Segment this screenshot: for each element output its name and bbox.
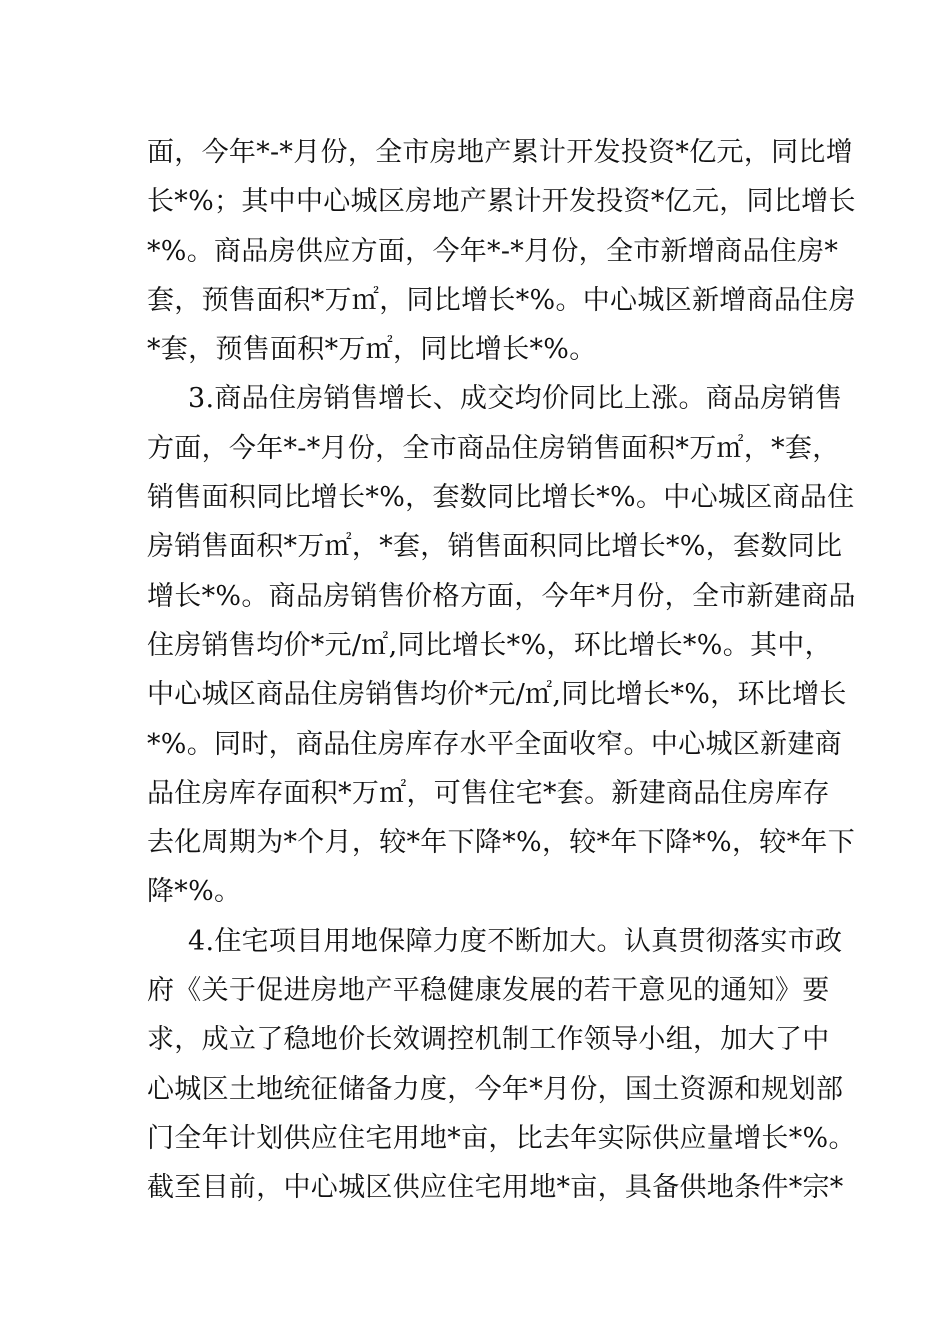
text-line: 中心城区商品住房销售均价*元/㎡,同比增长*%，环比增长 [147, 679, 847, 711]
text-line: 降*%。 [147, 876, 242, 908]
text-line: 方面，今年*-*月份，全市商品住房销售面积*万㎡，*套， [147, 432, 840, 464]
text-line: 门全年计划供应住宅用地*亩，比去年实际供应量增长*%。 [147, 1122, 856, 1154]
text-line: 销售面积同比增长*%，套数同比增长*%。中心城区商品住 [147, 482, 855, 514]
text-line: 增长*%。商品房销售价格方面，今年*月份，全市新建商品 [147, 580, 856, 612]
text-line: 品住房库存面积*万㎡，可售住宅*套。新建商品住房库存 [147, 777, 830, 809]
text-line: 房销售面积*万㎡，*套，销售面积同比增长*%，套数同比 [147, 531, 843, 563]
text-line: *%。商品房供应方面，今年*-*月份，全市新增商品住房* [147, 235, 839, 267]
text-line: 心城区土地统征储备力度，今年*月份，国土资源和规划部 [147, 1073, 844, 1105]
text-line: 求，成立了稳地价长效调控机制工作领导小组，加大了中 [147, 1024, 830, 1056]
text-line: *%。同时，商品住房库存水平全面收窄。中心城区新建商 [147, 728, 842, 760]
paragraph-heading-3: 3.商品住房销售增长、成交均价同比上涨。商品房销售 [188, 383, 843, 415]
text-line: 长*%；其中中心城区房地产累计开发投资*亿元，同比增长 [147, 186, 856, 218]
text-line: 面，今年*-*月份，全市房地产累计开发投资*亿元，同比增 [147, 137, 854, 168]
text-line: 府《关于促进房地产平稳健康发展的若干意见的通知》要 [147, 975, 830, 1007]
text-line: 去化周期为*个月，较*年下降*%，较*年下降*%，较*年下 [147, 827, 856, 859]
text-line: 套，预售面积*万㎡，同比增长*%。中心城区新增商品住房 [147, 284, 856, 316]
text-line: 截至目前，中心城区供应住宅用地*亩，具备供地条件*宗* [147, 1172, 844, 1204]
paragraph-heading-4: 4.住宅项目用地保障力度不断加大。认真贯彻落实市政 [188, 925, 843, 957]
text-line: *套，预售面积*万㎡，同比增长*%。 [147, 334, 597, 366]
body-text [147, 128, 856, 1213]
text-line: 住房销售均价*元/㎡,同比增长*%，环比增长*%。其中， [147, 629, 832, 661]
